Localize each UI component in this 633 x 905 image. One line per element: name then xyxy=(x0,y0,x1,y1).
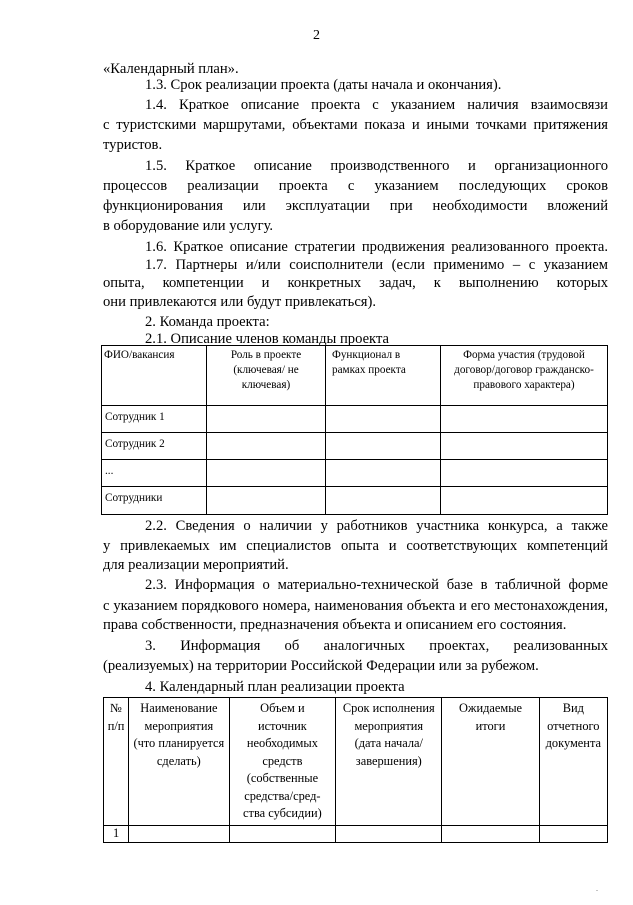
text-line: 4. Календарный план реализации проекта xyxy=(145,679,405,695)
team-cell xyxy=(326,487,441,515)
team-header-function: Функционал в рамках проекта xyxy=(326,346,441,406)
plan-cell xyxy=(539,825,607,842)
text-line: 3. Информация об аналогичных проектах, реализованных xyxy=(145,638,608,654)
team-header-name: ФИО/вакансия xyxy=(102,346,207,406)
text-line: 2.1. Описание членов команды проекта xyxy=(145,331,389,347)
text-line: процессов реализации проекта с указанием последующих сроков xyxy=(103,178,608,194)
text-line: туристов. xyxy=(103,137,163,153)
team-table xyxy=(101,345,608,515)
text-line: у привлекаемых им специалистов опыта и соответствующих компетенций xyxy=(103,538,608,554)
plan-table xyxy=(103,697,608,843)
scan-mark: . xyxy=(596,884,598,893)
team-cell xyxy=(207,433,326,460)
text-line: 2.3. Информация о материально-технической базе в табличной форме xyxy=(145,577,608,593)
text-line: (реализуемых) на территории Российской Федерации или за рубежом. xyxy=(103,658,539,674)
team-cell xyxy=(326,406,441,433)
text-line: 2.2. Сведения о наличии у работников участника конкурса, а также xyxy=(145,518,608,534)
text-line: для реализации мероприятий. xyxy=(103,557,289,573)
page-number: 2 xyxy=(313,28,320,43)
text-line: с указанием порядкового номера, наименования объекта и его местонахождения, xyxy=(103,598,608,614)
team-row-name: Сотрудники xyxy=(102,487,207,515)
text-line: опыта, компетенции и конкретных задач, к выполнению которых xyxy=(103,275,608,291)
plan-cell xyxy=(129,825,229,842)
text-line: 1.4. Краткое описание проекта с указанием наличия взаимосвязи xyxy=(145,97,608,113)
plan-header-funding: Объем и источник необходимых средств (собственные средства/сред-ства субсидии) xyxy=(229,698,336,826)
team-header-form: Форма участия (трудовой договор/договор гражданско-правового характера) xyxy=(441,346,608,406)
text-line: функционирования или эксплуатации при необходимости вложений xyxy=(103,198,608,214)
team-header-role: Роль в проекте (ключевая/ не ключевая) xyxy=(207,346,326,406)
plan-header-event: Наименование мероприятия (что планируется сделать) xyxy=(129,698,229,826)
plan-cell xyxy=(442,825,539,842)
team-cell xyxy=(207,487,326,515)
text-line: они привлекаются или будут привлекаться). xyxy=(103,294,377,310)
text-line: 1.7. Партнеры и/или соисполнители (если применимо – с указанием xyxy=(145,257,608,273)
plan-header-results: Ожидаемые итоги xyxy=(442,698,539,826)
plan-row-num: 1 xyxy=(104,825,129,842)
text-line: 1.5. Краткое описание производственного и организационного xyxy=(145,158,608,174)
team-cell xyxy=(326,433,441,460)
team-cell xyxy=(207,460,326,487)
team-cell xyxy=(441,460,608,487)
team-cell xyxy=(441,406,608,433)
team-cell xyxy=(326,460,441,487)
plan-cell xyxy=(336,825,442,842)
team-cell xyxy=(207,406,326,433)
plan-header-term: Срок исполнения мероприятия (дата начала/ завершения) xyxy=(336,698,442,826)
text-line: права собственности, предназначения объекта и описанием его состояния. xyxy=(103,617,567,633)
text-line: в оборудование или услугу. xyxy=(103,218,274,234)
text-line: 2. Команда проекта: xyxy=(145,314,270,330)
team-row-name: ... xyxy=(102,460,207,487)
text-line: «Календарный план». xyxy=(103,61,239,77)
plan-header-document: Вид отчетного документа xyxy=(539,698,607,826)
text-line: 1.6. Краткое описание стратегии продвижения реализованного проекта. xyxy=(145,239,608,255)
team-row-name: Сотрудник 1 xyxy=(102,406,207,433)
text-line: 1.3. Срок реализации проекта (даты начала и окончания). xyxy=(145,77,502,93)
plan-cell xyxy=(229,825,336,842)
text-line: с туристскими маршрутами, объектами показа и иными точками притяжения xyxy=(103,117,608,133)
team-cell xyxy=(441,433,608,460)
team-cell xyxy=(441,487,608,515)
plan-header-num: № п/п xyxy=(104,698,129,826)
team-row-name: Сотрудник 2 xyxy=(102,433,207,460)
